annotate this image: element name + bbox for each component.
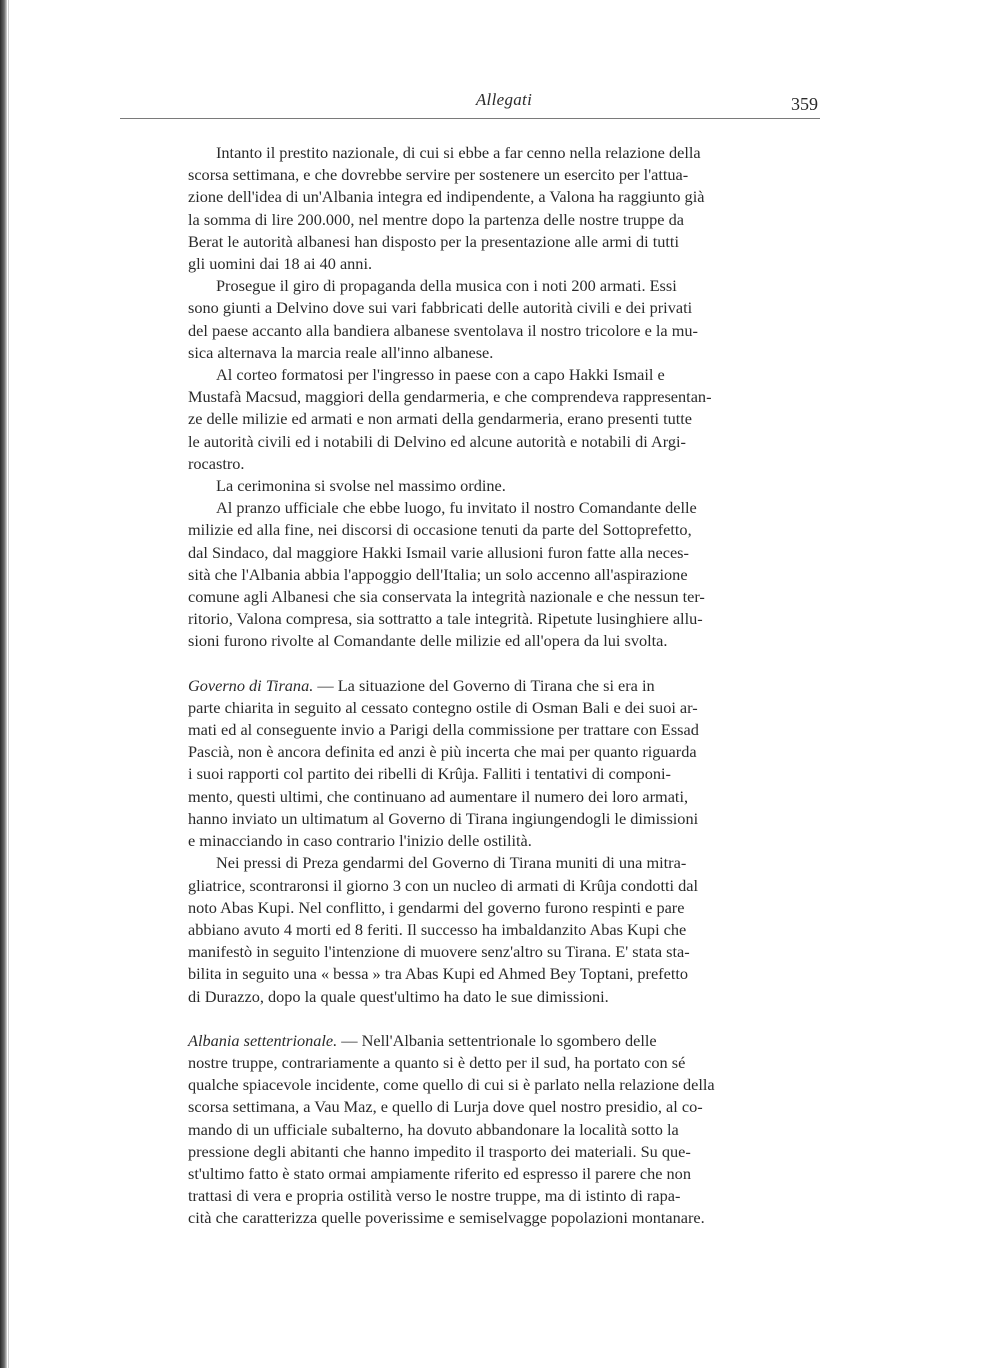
text-line: mento, questi ultimi, che continuano ad aumentare il numero dei loro armati, — [188, 786, 689, 806]
spine-edge-line — [8, 0, 9, 1368]
section-albania-settentrionale — [188, 1030, 818, 1230]
section-lead-tirana: — La situazione del Governo di Tirana che si era in — [313, 675, 655, 695]
text-line: la somma di lire 200.000, nel mentre dopo la partenza delle nostre truppe da — [188, 209, 684, 229]
section-lead-albania: — Nell'Albania settentrionale lo sgombero delle — [337, 1030, 657, 1050]
text-line: del paese accanto alla bandiera albanese sventolava il nostro tricolore e la mu- — [188, 320, 698, 340]
book-spine-shadow — [0, 0, 7, 1368]
text-line: dal Sindaco, dal maggiore Hakki Ismail varie allusioni furon fatte alla neces- — [188, 542, 689, 562]
text-line: zione dell'idea di un'Albania integra ed indipendente, a Valona ha raggiunto già — [188, 187, 705, 207]
text-line: sità che l'Albania abbia l'appoggio dell'Italia; un solo accenno all'aspirazione — [188, 564, 688, 584]
text-line: nostre truppe, contrariamente a quanto si è detto per il sud, ha portato con sé — [188, 1052, 686, 1072]
text-line: trattasi di vera e propria ostilità verso le nostre truppe, ma di istinto di rapa- — [188, 1186, 681, 1206]
text-line: Al pranzo ufficiale che ebbe luogo, fu invitato il nostro Comandante delle — [216, 498, 697, 518]
text-line: Prosegue il giro di propaganda della musica con i noti 200 armati. Essi — [216, 276, 677, 296]
text-line: bilita in seguito una « bessa » tra Abas Kupi ed Ahmed Bey Toptani, prefetto — [188, 964, 689, 984]
text-line: sono giunti a Delvino dove sui vari fabbricati delle autorità civili e dei privati — [188, 298, 693, 318]
text-line: di Durazzo, dopo la quale quest'ultimo ha dato le sue dimissioni. — [188, 986, 609, 1006]
text-line: sica alternava la marcia reale all'inno albanese. — [188, 342, 494, 362]
text-line: e minacciando in caso contrario l'inizio delle ostilità. — [188, 831, 532, 851]
section-heading-tirana: Governo di Tirana. — [188, 675, 314, 695]
text-line: st'ultimo fatto è stato ormai ampiamente riferito ed espresso il parere che non — [188, 1163, 691, 1183]
text-line: gliatrice, scontraronsi il giorno 3 con un nucleo di armati di Krûja condotti dal — [188, 875, 699, 895]
text-line: ritorio, Valona compresa, sia sottratto a tale integrità. Ripetute lusinghiere allu- — [188, 609, 703, 629]
text-line: Intanto il prestito nazionale, di cui si ebbe a far cenno nella relazione della — [216, 143, 701, 162]
section-governo-tirana — [188, 675, 818, 853]
text-line: ze delle milizie ed armati e non armati della gendarmeria, erano presenti tutte — [188, 409, 693, 429]
text-line: mati ed al conseguente invio a Parigi della commissione per trattare con Essad — [188, 720, 699, 740]
text-line: Berat le autorità albanesi han disposto per la presentazione alle armi di tutti — [188, 231, 679, 251]
text-line: mando di un ufficiale subalterno, ha dovuto abbandonare la località sotto la — [188, 1119, 679, 1139]
text-line: abbiano avuto 4 morti ed 8 feriti. Il successo ha imbaldanzito Abas Kupi che — [188, 919, 687, 939]
page-header — [188, 88, 820, 118]
section-gap — [188, 1008, 818, 1030]
paragraph-corteo — [188, 364, 818, 475]
text-line: le autorità civili ed i notabili di Delvino ed alcune autorità e notabili di Argi- — [188, 431, 686, 451]
paragraph-preza — [188, 852, 818, 1007]
text-line: cità che caratterizza quelle poverissime e semiselvagge popolazioni montanare. — [188, 1208, 705, 1228]
text-line: gli uomini dai 18 ai 40 anni. — [188, 254, 373, 274]
text-line: scorsa settimana, e che dovrebbe servire per sostenere un esercito per l'attua- — [188, 165, 689, 185]
text-line: manifestò in seguito l'intenzione di muovere senz'altro su Tirana. E' stata sta- — [188, 942, 690, 962]
section-gap — [188, 653, 818, 675]
paragraph-prestito — [188, 142, 818, 275]
text-line: parte chiarita in seguito al cessato contegno ostile di Osman Bali e dei suoi ar- — [188, 697, 698, 717]
text-line: pressione degli abitanti che hanno impedito il trasporto dei materiali. Su que- — [188, 1141, 691, 1161]
paragraph-pranzo — [188, 497, 818, 652]
text-line: milizie ed alla fine, nei discorsi di occasione tenuti da parte del Sottoprefetto, — [188, 520, 692, 540]
text-line: rocastro. — [188, 453, 245, 473]
text-line: hanno inviato un ultimatum al Governo di Tirana ingiungendogli le dimissioni — [188, 808, 699, 828]
paragraph-musica — [188, 275, 818, 364]
header-rule — [120, 118, 820, 119]
text-line: i suoi rapporti col partito dei ribelli di Krûja. Falliti i tentativi di componi- — [188, 764, 671, 784]
text-line: qualche spiacevole incidente, come quello di cui si è parlato nella relazione della — [188, 1075, 715, 1095]
body-text — [188, 142, 818, 1230]
text-line: La cerimonina si svolse nel massimo ordine. — [216, 476, 506, 496]
section-heading-albania: Albania settentrionale. — [188, 1030, 338, 1050]
text-line: Mustafà Macsud, maggiori della gendarmeria, e che comprendeva rappresentan- — [188, 387, 712, 407]
running-title: Allegati — [475, 90, 533, 109]
text-line: comune agli Albanesi che sia conservata la integrità nazionale e che nessun ter- — [188, 587, 705, 607]
text-line: sioni furono rivolte al Comandante delle milizie ed all'opera da lui svolta. — [188, 631, 668, 651]
text-line: noto Abas Kupi. Nel conflitto, i gendarmi del governo furono respinti e pare — [188, 897, 685, 917]
page-number: 359 — [791, 94, 818, 114]
paragraph-cerimonia — [188, 475, 818, 497]
text-line: Nei pressi di Preza gendarmi del Governo di Tirana muniti di una mitra- — [216, 853, 687, 873]
text-line: Al corteo formatosi per l'ingresso in paese con a capo Hakki Ismail e — [216, 365, 665, 385]
text-line: Pascià, non è ancora definita ed anzi è più incerta che mai per quanto riguarda — [188, 742, 697, 762]
text-line: scorsa settimana, a Vau Maz, e quello di Lurja dove quel nostro presidio, al co- — [188, 1097, 703, 1117]
